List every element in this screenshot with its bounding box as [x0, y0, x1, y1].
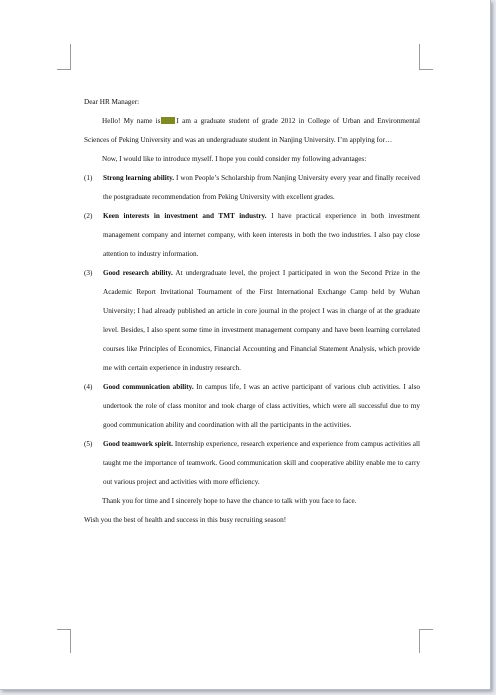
intro-rest: I am a graduate student of grade 2012 in College of Urban and Environmental Sciences of Peking University and was an undergraduate student in Nanjing University. I’m applying for… — [84, 117, 420, 144]
crop-mark-bottom-left — [70, 629, 71, 653]
advantage-item — [84, 264, 420, 378]
redacted-name-highlight — [161, 117, 175, 124]
item-text: In campus life, I was an active participant of various club activities. I also undertook the role of class monitor and took charge of class activities, which were all successful due to my good communication ability and coordination with all the participants in the activities. — [103, 383, 420, 429]
item-number: (1) — [84, 174, 93, 182]
item-text: Internship experience, research experience and experience from campus activities all taught me the importance of teamwork. Good communication skill and cooperative ability enable me to carry out various project and activities with more efficiency. — [103, 440, 420, 486]
item-heading: Good research ability. — [103, 269, 173, 277]
crop-mark-bottom-right — [419, 629, 433, 630]
intro-paragraph — [84, 112, 420, 150]
item-heading: Strong learning ability. — [103, 174, 175, 182]
advantage-item — [84, 435, 420, 492]
thanks-paragraph: Thank you for time and I sincerely hope to have the chance to talk with you face to face. — [102, 497, 357, 505]
item-number: (4) — [84, 383, 93, 391]
transition-paragraph: Now, I would like to introduce myself. I hope you could consider my following advantages: — [102, 155, 367, 163]
crop-mark-top-left — [57, 69, 71, 70]
advantage-item — [84, 378, 420, 435]
intro-hello: Hello! My name is — [102, 117, 161, 125]
salutation: Dear HR Manager: — [84, 98, 140, 106]
item-heading: Good teamwork spirit. — [103, 440, 173, 448]
item-heading: Keen interests in investment and TMT industry. — [103, 212, 267, 220]
item-heading: Good communication ability. — [103, 383, 194, 391]
crop-mark-top-right — [419, 44, 420, 70]
item-text: At undergraduate level, the project I participated in won the Second Prize in the Academic Report Invitational Tournament of the First International Exchange Camp held by Wuhan University; I had already published an article in core journal in the project I was in charge of at the graduate level. Besides, I also spent some time in investment management company and have been learning correlated courses like Principles of Economics, Financial Accounting and Financial Statement Analysis, which provide me with certain experience in industry research. — [103, 269, 420, 372]
crop-mark-top-right — [419, 69, 433, 70]
crop-mark-bottom-left — [57, 629, 71, 630]
item-number: (2) — [84, 212, 93, 220]
advantage-item — [84, 169, 420, 207]
item-text: I won People’s Scholarship from Nanjing University every year and finally received the postgraduate recommendation from Peking University with excellent grades. — [103, 174, 420, 201]
item-number: (5) — [84, 440, 93, 448]
crop-mark-bottom-right — [419, 629, 420, 653]
advantage-item — [84, 207, 420, 264]
closing-line: Wish you the best of health and success in this busy recruiting season! — [84, 516, 287, 524]
item-number: (3) — [84, 269, 93, 277]
letter-body[interactable] — [84, 93, 420, 530]
crop-mark-top-left — [70, 44, 71, 70]
item-text: I have practical experience in both investment management company and internet company, with keen interests in both the two industries. I also pay close attention to industry information. — [103, 212, 420, 258]
